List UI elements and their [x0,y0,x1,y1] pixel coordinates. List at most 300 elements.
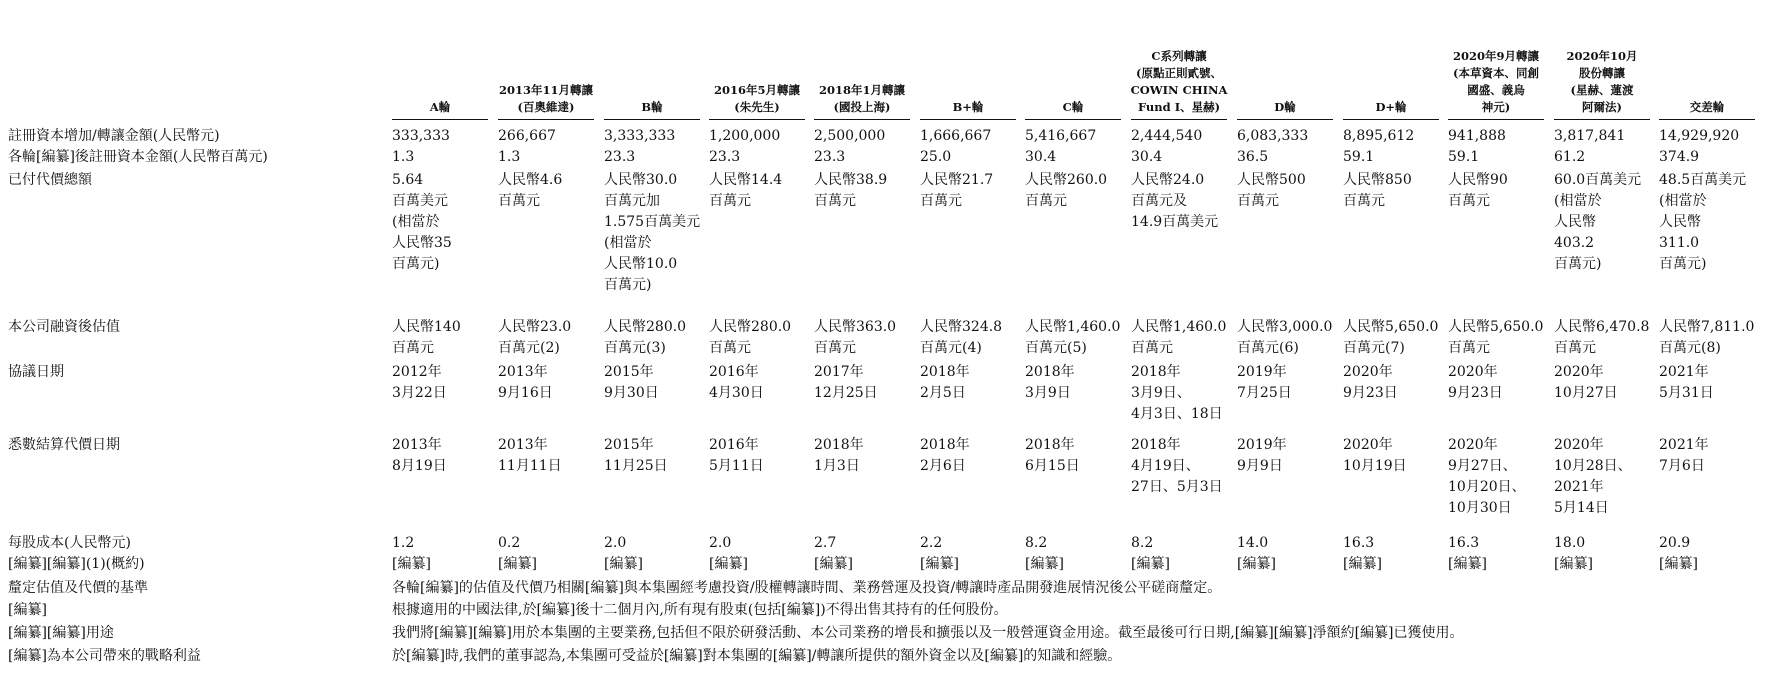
cell-line: 百萬元 [392,340,434,356]
cell-line: 2020年 [1343,364,1393,380]
cell-line: 6月15日 [1025,458,1080,474]
column-header [709,28,805,120]
table-cell [1554,554,1593,575]
cell-line: 人民幣500 [1237,172,1306,188]
table-cell [392,170,452,275]
cell-line: 1,666,667 [920,128,992,144]
table-cell [1659,362,1714,404]
table-cell [1554,147,1585,168]
column-header-line: A輪 [429,100,451,114]
cell-line: 10月20日、 [1448,479,1526,495]
table-cell [1448,317,1543,359]
cell-line: 48.5百萬美元 [1659,172,1747,188]
table-cell [1025,170,1107,212]
cell-line: 百萬元(8) [1659,340,1721,356]
column-header [1237,28,1333,120]
table-cell [1659,317,1754,359]
table-cell [1131,126,1202,147]
cell-line: 2013年 [498,437,548,453]
row-label: 註冊資本增加/轉讓金額(人民幣元) [8,128,220,144]
cell-line: 百萬元 [709,340,751,356]
table-cell [1131,170,1218,233]
cell-line: 2018年 [814,437,864,453]
cell-line: 百萬元(4) [920,340,982,356]
column-header-line: 國盛、義烏 [1467,83,1525,97]
cell-line: 7月6日 [1659,458,1705,474]
table-cell [1025,435,1080,477]
cell-line: 百萬元 [498,193,540,209]
table-cell [1237,170,1306,212]
cell-line: (相當於 [604,235,652,251]
cell-line: 人民幣7,811.0 [1659,319,1755,335]
cell-line: 人民幣14.4 [709,172,783,188]
cell-line: [編纂] [1448,556,1487,572]
cell-line: 2021年 [1554,479,1604,495]
table-cell [1237,317,1332,359]
cell-line: 2,500,000 [814,128,886,144]
cell-line: 4月3日、18日 [1131,406,1223,422]
table-cell [1025,317,1120,359]
table-cell [814,533,836,554]
cell-line: 20.9 [1659,535,1691,551]
cell-line: 人民幣10.0 [604,256,678,272]
cell-line: 9月27日、 [1448,458,1517,474]
table-cell [1025,533,1047,554]
column-header-line: C輪 [1062,100,1084,114]
table-cell [1131,147,1162,168]
column-header-line: D輪 [1274,100,1296,114]
row-label: [編纂][編纂](1)(概約) [8,556,145,572]
table-cell [604,554,643,575]
table-cell [814,435,864,477]
cell-line: 百萬元 [814,340,856,356]
cell-line: 30.4 [1025,149,1057,165]
cell-line: 2012年 [392,364,442,380]
table-cell [498,126,556,147]
cell-line: 5月31日 [1659,385,1714,401]
table-cell [1237,147,1268,168]
table-cell [392,533,414,554]
table-cell [1448,362,1503,404]
cell-line: 人民幣280.0 [604,319,687,335]
column-header [1659,28,1755,120]
cell-line: 百萬元 [1448,340,1490,356]
cell-line: [編纂] [1237,556,1276,572]
table-cell [1659,170,1746,275]
cell-line: 11月25日 [604,458,668,474]
row-label: 悉數結算代價日期 [8,437,120,453]
table-cell [1237,126,1308,147]
table-cell [1343,362,1398,404]
cell-line: 10月27日 [1554,385,1618,401]
cell-line: 2.0 [709,535,732,551]
table-cell [392,435,447,477]
cell-line: 5,416,667 [1025,128,1097,144]
cell-line: 百萬元 [1131,340,1173,356]
cell-line: 人民幣38.9 [814,172,888,188]
table-cell [709,317,791,359]
table-cell [1131,317,1226,359]
cell-line: 人民幣5,650.0 [1343,319,1439,335]
cell-line: 3,333,333 [604,128,676,144]
cell-line: 2020年 [1448,437,1498,453]
table-cell [1343,533,1374,554]
cell-line: 2018年 [1131,437,1181,453]
cell-line: 人民幣30.0 [604,172,678,188]
cell-line: [編纂] [498,556,537,572]
cell-line: 百萬元(5) [1025,340,1087,356]
column-header [1448,28,1544,120]
column-header [1025,28,1121,120]
table-cell [814,317,896,359]
cell-line: 2018年 [920,364,970,380]
cell-line: 人民幣90 [1448,172,1508,188]
column-header-line: (朱先生) [734,100,780,114]
cell-line: 2013年 [498,364,548,380]
cell-line: 2020年 [1343,437,1393,453]
cell-line: 6,083,333 [1237,128,1309,144]
note-label: [編纂] [8,602,47,618]
table-cell [1343,435,1407,477]
cell-line: 百萬元 [709,193,751,209]
table-cell [920,435,970,477]
cell-line: 1.2 [392,535,415,551]
table-cell [392,126,450,147]
table-cell [498,435,562,477]
table-cell [1554,170,1641,275]
cell-line: 9月30日 [604,385,659,401]
table-cell [1343,147,1374,168]
cell-line: 4月30日 [709,385,764,401]
table-cell [1448,533,1479,554]
table-cell [1448,435,1526,519]
cell-line: 人民幣140 [392,319,461,335]
table-cell [709,170,782,212]
cell-line: 人民幣23.0 [498,319,572,335]
cell-line: 2021年 [1659,364,1709,380]
cell-line: 8.2 [1025,535,1048,551]
cell-line: 2013年 [392,437,442,453]
cell-line: 25.0 [920,149,952,165]
table-cell [709,126,780,147]
cell-line: 百萬元 [1237,193,1279,209]
cell-line: 8,895,612 [1343,128,1415,144]
table-cell [498,554,537,575]
table-cell [1554,362,1618,404]
cell-line: 2018年 [1025,437,1075,453]
table-cell [1554,435,1632,519]
column-header [604,28,700,120]
table-cell [1343,126,1414,147]
table-cell [709,435,764,477]
column-header-line: 阿爾法) [1582,100,1622,114]
cell-line: 2016年 [709,437,759,453]
note-label: 釐定估值及代價的基準 [8,580,148,596]
table-cell [604,362,659,404]
table-cell [392,362,447,404]
cell-line: 403.2 [1554,235,1595,251]
table-cell [1131,362,1223,425]
cell-line: 2月6日 [920,458,966,474]
cell-line: 14.9百萬美元 [1131,214,1219,230]
cell-line: 2019年 [1237,437,1287,453]
column-header-line: (本草資本、同創 [1453,66,1539,80]
table-cell [1131,554,1170,575]
cell-line: 0.2 [498,535,521,551]
note-text: 各輪[編纂]的估值及代價乃相關[編纂]與本集團經考慮投資/股權轉讓時間、業務營運及投資/轉讓時產品開發進展情況後公平磋商釐定。 [392,580,1222,596]
cell-line: [編纂] [1025,556,1064,572]
cell-line: 百萬元) [1554,256,1602,272]
cell-line: 百萬元 [814,193,856,209]
table-cell [604,435,668,477]
cell-line: [編纂] [392,556,431,572]
table-cell [1237,435,1287,477]
cell-line: [編纂] [1343,556,1382,572]
cell-line: 2018年 [1131,364,1181,380]
column-header-line: C系列轉讓 [1151,49,1207,63]
cell-line: 18.0 [1554,535,1586,551]
cell-line: 333,333 [392,128,450,144]
table-cell [604,170,700,296]
table-cell [920,533,942,554]
cell-line: 1.575百萬美元 [604,214,701,230]
table-cell [1131,435,1223,498]
cell-line: 11月11日 [498,458,562,474]
note-label: [編纂]為本公司帶來的戰略利益 [8,648,201,664]
cell-line: 7月25日 [1237,385,1292,401]
cell-line: 3,817,841 [1554,128,1626,144]
cell-line: 百萬美元 [392,193,448,209]
cell-line: 人民幣280.0 [709,319,792,335]
cell-line: 人民幣1,460.0 [1025,319,1121,335]
cell-line: 2020年 [1554,364,1604,380]
column-header-line: 神元) [1481,100,1511,114]
cell-line: 27日、5月3日 [1131,479,1223,495]
table-cell [604,147,635,168]
table-cell [604,533,626,554]
column-header-line: 2020年10月 [1566,49,1638,63]
note-text: 根據適用的中國法律,於[編纂]後十二個月內,所有現有股東(包括[編纂])不得出售其持有的任何股份。 [392,602,1008,618]
table-cell [498,147,520,168]
cell-line: 374.9 [1659,149,1700,165]
cell-line: 23.3 [814,149,846,165]
column-header [920,28,1016,120]
cell-line: 人民幣4.6 [498,172,563,188]
table-cell [814,170,887,212]
table-cell [814,554,853,575]
column-header-line: 2020年9月轉讓 [1452,49,1539,63]
cell-line: [編纂] [709,556,748,572]
cell-line: 3月22日 [392,385,447,401]
cell-line: 9月9日 [1237,458,1283,474]
cell-line: 16.3 [1343,535,1375,551]
cell-line: 百萬元 [1343,193,1385,209]
column-header-line: 2013年11月轉讓 [498,83,593,97]
table-cell [920,362,970,404]
cell-line: 36.5 [1237,149,1269,165]
cell-line: 5.64 [392,172,424,188]
cell-line: 百萬元及 [1131,193,1187,209]
cell-line: 百萬元 [1554,340,1596,356]
table-cell [498,362,553,404]
cell-line: 9月23日 [1343,385,1398,401]
cell-line: 人民幣5,650.0 [1448,319,1544,335]
table-cell [498,170,562,212]
cell-line: 人民幣363.0 [814,319,897,335]
table-cell [392,147,414,168]
cell-line: 2021年 [1659,437,1709,453]
table-cell [1343,554,1382,575]
cell-line: 人民幣24.0 [1131,172,1205,188]
cell-line: 人民幣3,000.0 [1237,319,1333,335]
cell-line: 2.2 [920,535,943,551]
table-cell [604,317,686,359]
table-cell [709,533,731,554]
table-cell [1237,554,1276,575]
column-header-line: COWIN CHINA [1130,83,1228,97]
cell-line: 10月30日 [1448,500,1512,516]
note-text: 於[編纂]時,我們的董事認為,本集團可受益於[編纂]對本集團的[編纂]/轉讓所提供的額外資金以及[編纂]的知識和經驗。 [392,648,1122,664]
cell-line: 人民幣850 [1343,172,1412,188]
cell-line: 百萬元加 [604,193,660,209]
cell-line: 3月9日 [1025,385,1071,401]
column-header [498,28,594,120]
cell-line: 59.1 [1343,149,1375,165]
cell-line: 2017年 [814,364,864,380]
cell-line: 人民幣35 [392,235,452,251]
table-cell [392,554,431,575]
table-cell [920,147,951,168]
cell-line: 30.4 [1131,149,1163,165]
table-cell [1659,435,1709,477]
column-header-line: (星赫、蓮渡 [1570,83,1634,97]
table-cell [1025,554,1064,575]
cell-line: 人民幣6,470.8 [1554,319,1650,335]
cell-line: 2.7 [814,535,837,551]
table-cell [498,533,520,554]
table-cell [709,554,748,575]
table-cell [920,170,993,212]
cell-line: 16.3 [1448,535,1480,551]
cell-line: 3月9日、 [1131,385,1191,401]
cell-line: 百萬元(2) [498,340,560,356]
cell-line: 5月14日 [1554,500,1609,516]
cell-line: 2015年 [604,364,654,380]
table-cell [392,317,461,359]
column-header-line: (原點正則貳號、 [1136,66,1222,80]
table-cell [1025,147,1056,168]
table-cell [814,147,845,168]
cell-line: 百萬元) [604,277,652,293]
table-cell [1237,362,1292,404]
note-label: [編纂][編纂]用途 [8,625,114,641]
table-cell [1554,126,1625,147]
cell-line: 人民幣324.8 [920,319,1003,335]
column-header-line: B輪 [641,100,663,114]
cell-line: 百萬元(6) [1237,340,1299,356]
cell-line: 61.2 [1554,149,1586,165]
table-cell [1659,554,1698,575]
cell-line: 14,929,920 [1659,128,1740,144]
cell-line: 人民幣1,460.0 [1131,319,1227,335]
table-cell [920,554,959,575]
table-cell [1448,126,1506,147]
cell-line: (相當於 [1659,193,1707,209]
cell-line: 1月3日 [814,458,860,474]
table-cell [1131,533,1153,554]
cell-line: 59.1 [1448,149,1480,165]
cell-line: 2020年 [1554,437,1604,453]
column-header-line: (國投上海) [833,100,891,114]
column-header [1554,28,1650,120]
table-cell [1343,170,1412,212]
column-header-line: 2018年1月轉讓 [818,83,905,97]
table-cell [920,317,1002,359]
column-header-line: (百奧維達) [517,100,575,114]
cell-line: 60.0百萬美元 [1554,172,1642,188]
table-cell [1343,317,1438,359]
cell-line: 9月16日 [498,385,553,401]
cell-line: 2020年 [1448,364,1498,380]
cell-line: 9月23日 [1448,385,1503,401]
table-cell [1448,147,1479,168]
cell-line: 2018年 [920,437,970,453]
cell-line: [編纂] [1131,556,1170,572]
table-cell [1025,126,1096,147]
cell-line: 941,888 [1448,128,1506,144]
cell-line: 2018年 [1025,364,1075,380]
table-cell [814,362,878,404]
cell-line: [編纂] [1659,556,1698,572]
cell-line: [編纂] [1554,556,1593,572]
cell-line: 人民幣 [1554,214,1596,230]
cell-line: 8月19日 [392,458,447,474]
cell-line: 23.3 [604,149,636,165]
cell-line: 10月19日 [1343,458,1407,474]
table-cell [1659,533,1690,554]
column-header-line: D+輪 [1375,100,1407,114]
cell-line: 5月11日 [709,458,764,474]
table-cell [1659,147,1699,168]
cell-line: 2月5日 [920,385,966,401]
cell-line: 23.3 [709,149,741,165]
column-header-line: B+輪 [952,100,984,114]
table-cell [1448,554,1487,575]
cell-line: 2,444,540 [1131,128,1203,144]
cell-line: 百萬元(3) [604,340,666,356]
cell-line: 266,667 [498,128,556,144]
row-label: 協議日期 [8,364,64,380]
cell-line: (相當於 [392,214,440,230]
cell-line: 2.0 [604,535,627,551]
cell-line: 百萬元) [1659,256,1707,272]
cell-line: 人民幣 [1659,214,1701,230]
cell-line: (相當於 [1554,193,1602,209]
cell-line: [編纂] [920,556,959,572]
cell-line: [編纂] [814,556,853,572]
table-cell [814,126,885,147]
cell-line: 2015年 [604,437,654,453]
column-header [1343,28,1439,120]
table-cell [1448,170,1508,212]
cell-line: 2019年 [1237,364,1287,380]
cell-line: 百萬元 [1448,193,1490,209]
cell-line: 百萬元(7) [1343,340,1405,356]
cell-line: 4月19日、 [1131,458,1200,474]
row-label: 每股成本(人民幣元) [8,535,131,551]
column-header [814,28,910,120]
cell-line: 百萬元 [920,193,962,209]
